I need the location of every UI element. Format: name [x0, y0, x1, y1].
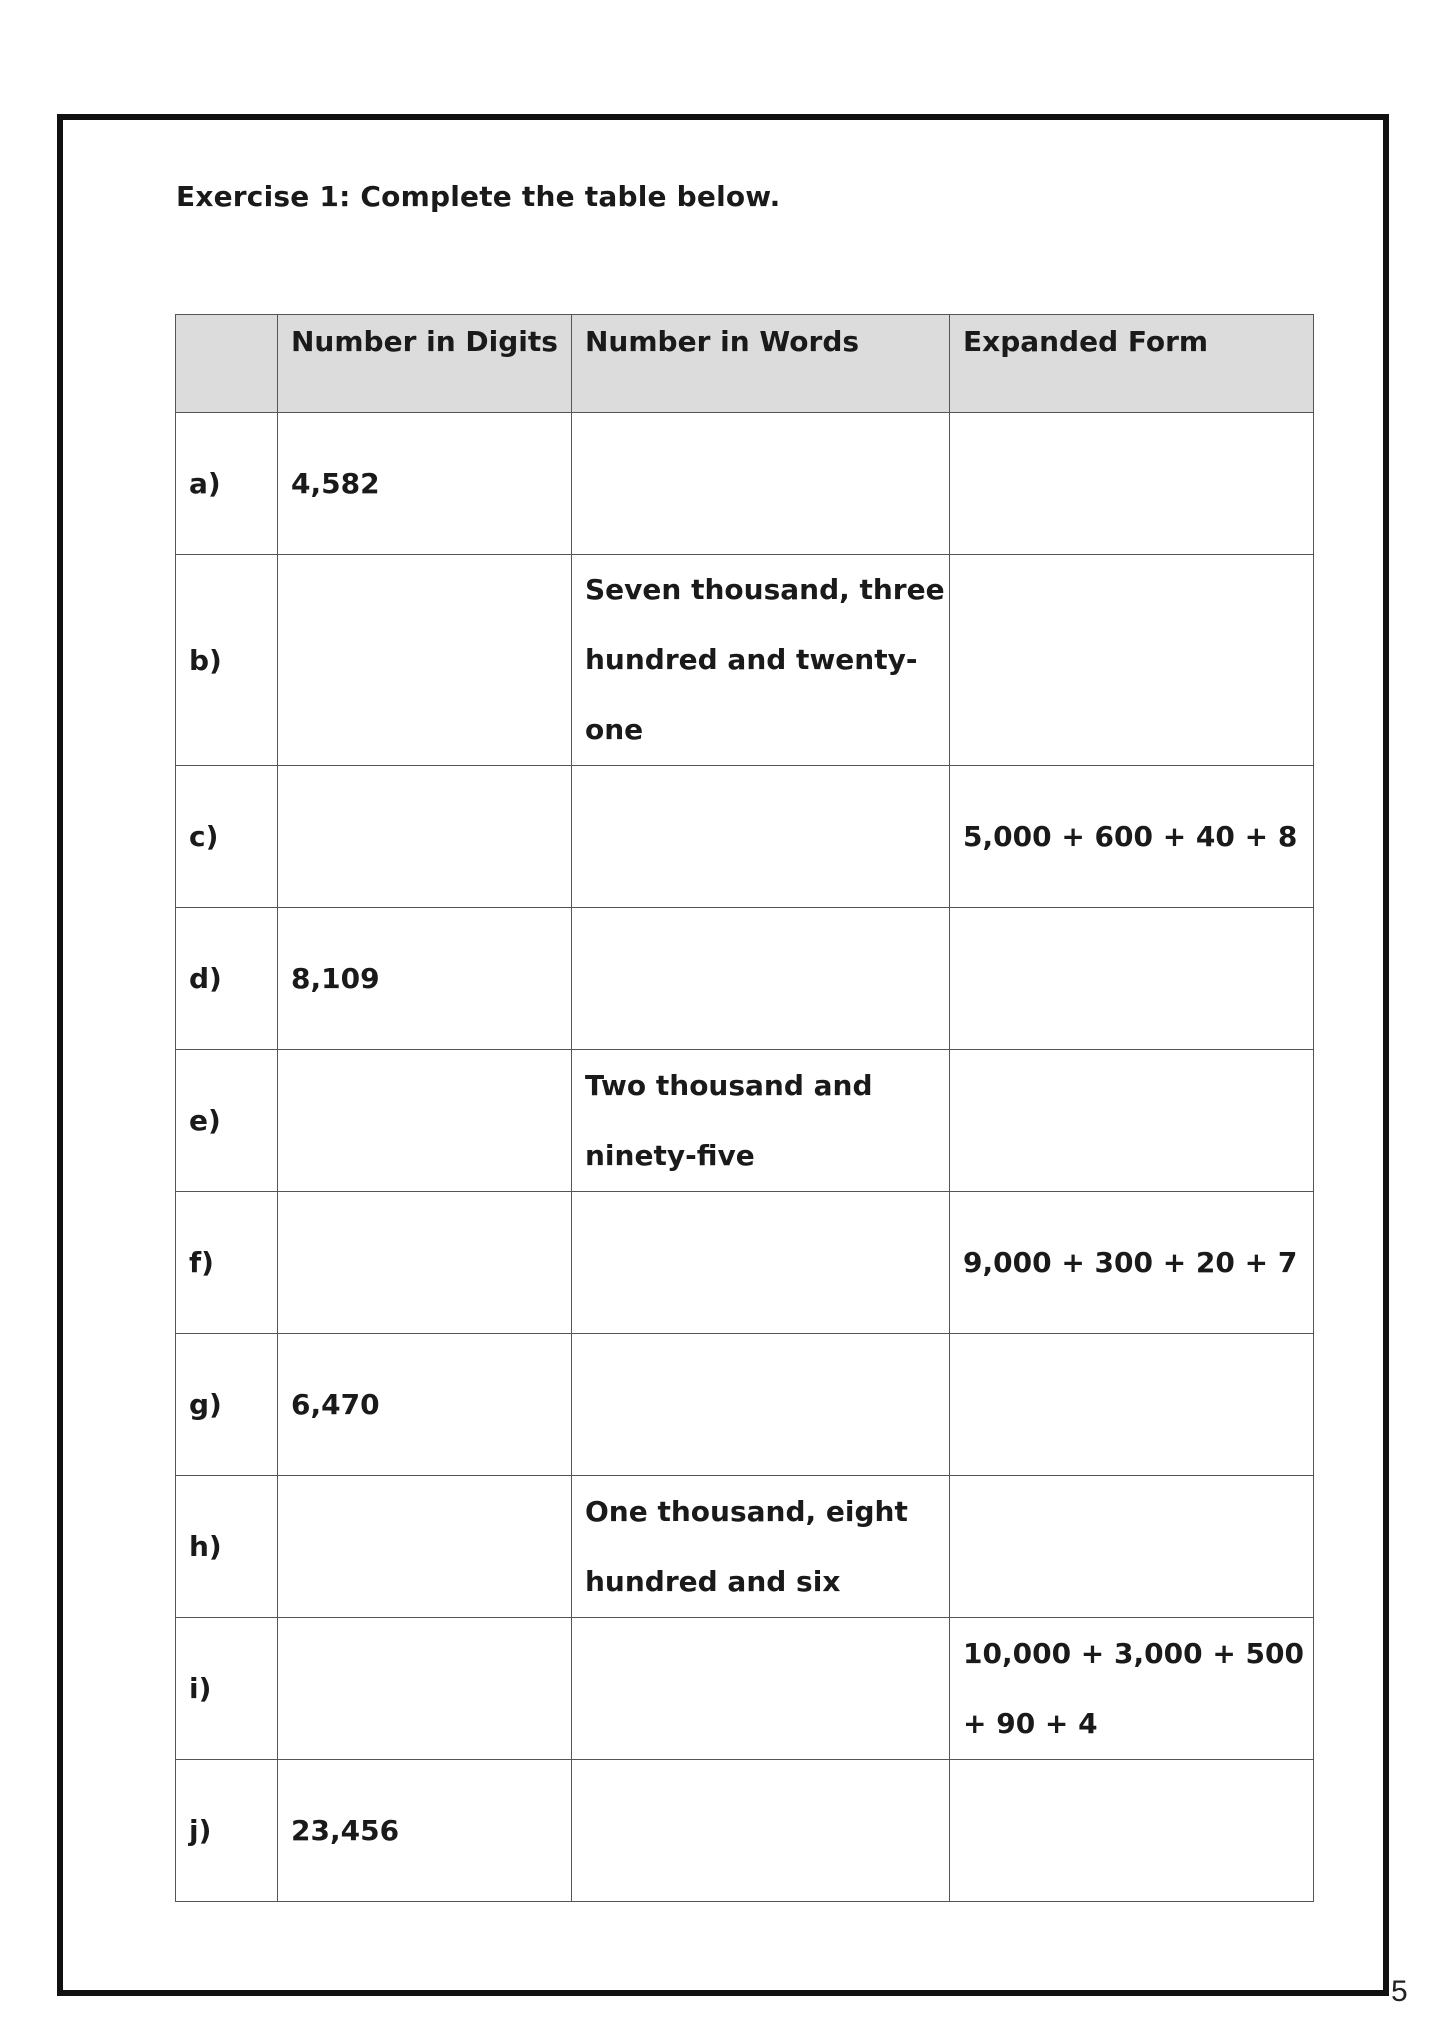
words-cell[interactable]: [572, 766, 950, 908]
words-cell[interactable]: [572, 1334, 950, 1476]
header-number-in-words: Number in Words: [572, 315, 950, 413]
row-label: h): [176, 1476, 278, 1618]
digits-cell[interactable]: [278, 1192, 572, 1334]
expanded-cell[interactable]: [950, 413, 1314, 555]
header-number-in-digits: Number in Digits: [278, 315, 572, 413]
digits-cell[interactable]: 6,470: [278, 1334, 572, 1476]
digits-cell[interactable]: [278, 766, 572, 908]
expanded-cell[interactable]: [950, 1760, 1314, 1902]
row-label: i): [176, 1618, 278, 1760]
row-label: e): [176, 1050, 278, 1192]
expanded-cell[interactable]: [950, 1050, 1314, 1192]
digits-cell[interactable]: 4,582: [278, 413, 572, 555]
expanded-cell[interactable]: [950, 1334, 1314, 1476]
digits-cell[interactable]: [278, 1618, 572, 1760]
table-row: [176, 766, 1314, 908]
table-row: [176, 1760, 1314, 1902]
digits-cell[interactable]: 8,109: [278, 908, 572, 1050]
words-cell[interactable]: [572, 1618, 950, 1760]
words-cell[interactable]: One thousand, eight hundred and six: [572, 1476, 950, 1618]
table-row: [176, 908, 1314, 1050]
words-cell[interactable]: [572, 1760, 950, 1902]
row-label: a): [176, 413, 278, 555]
digits-cell[interactable]: [278, 1476, 572, 1618]
exercise-table: [175, 314, 1314, 1902]
row-label: j): [176, 1760, 278, 1902]
words-cell[interactable]: [572, 1192, 950, 1334]
table-row: [176, 1476, 1314, 1618]
words-cell[interactable]: [572, 908, 950, 1050]
row-label: b): [176, 555, 278, 766]
digits-cell[interactable]: 23,456: [278, 1760, 572, 1902]
words-cell[interactable]: Seven thousand, three hundred and twenty-one: [572, 555, 950, 766]
header-label-column: [176, 315, 278, 413]
row-label: d): [176, 908, 278, 1050]
table-row: [176, 555, 1314, 766]
digits-cell[interactable]: [278, 1050, 572, 1192]
table-row: [176, 1334, 1314, 1476]
exercise-title: Exercise 1: Complete the table below.: [176, 180, 781, 213]
expanded-cell[interactable]: 9,000 + 300 + 20 + 7: [950, 1192, 1314, 1334]
table-row: [176, 1192, 1314, 1334]
row-label: g): [176, 1334, 278, 1476]
expanded-cell[interactable]: [950, 1476, 1314, 1618]
table-header-row: [176, 315, 1314, 413]
words-cell[interactable]: [572, 413, 950, 555]
digits-cell[interactable]: [278, 555, 572, 766]
page-number: 5: [1391, 1975, 1408, 2008]
table-row: [176, 1618, 1314, 1760]
row-label: c): [176, 766, 278, 908]
header-expanded-form: Expanded Form: [950, 315, 1314, 413]
table-row: [176, 413, 1314, 555]
expanded-cell[interactable]: [950, 908, 1314, 1050]
row-label: f): [176, 1192, 278, 1334]
expanded-cell[interactable]: 10,000 + 3,000 + 500 + 90 + 4: [950, 1618, 1314, 1760]
table-row: [176, 1050, 1314, 1192]
expanded-cell[interactable]: [950, 555, 1314, 766]
words-cell[interactable]: Two thousand and ninety-five: [572, 1050, 950, 1192]
expanded-cell[interactable]: 5,000 + 600 + 40 + 8: [950, 766, 1314, 908]
